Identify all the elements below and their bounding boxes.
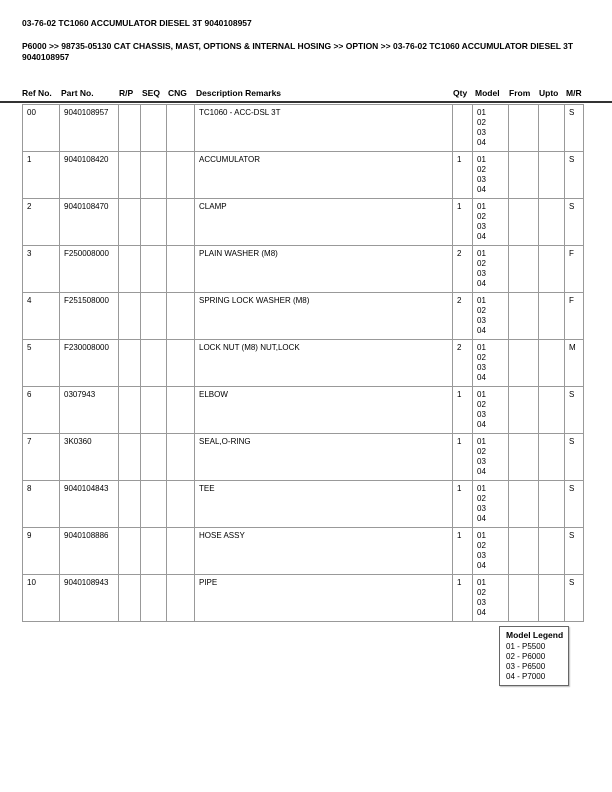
qty-cell: 2: [453, 293, 473, 340]
table-row: [23, 340, 584, 387]
mr-cell: S: [565, 481, 584, 528]
cng-cell: [167, 387, 195, 434]
mr-cell: S: [565, 387, 584, 434]
model-code: 03: [477, 128, 486, 137]
rp-cell: [119, 105, 141, 152]
table-row: [23, 199, 584, 246]
model-code: 01: [477, 108, 486, 117]
description-cell: ELBOW: [195, 387, 453, 434]
header-qty: Qty: [453, 88, 468, 98]
upto-cell: [539, 199, 565, 246]
part-number-cell: 9040108957: [60, 105, 119, 152]
cng-cell: [167, 340, 195, 387]
header-divider: [0, 101, 612, 103]
seq-cell: [141, 434, 167, 481]
model-cell: [473, 340, 509, 387]
rp-cell: [119, 387, 141, 434]
mr-cell: S: [565, 575, 584, 622]
ref-cell: 7: [23, 434, 60, 481]
model-code: 01: [477, 155, 486, 164]
part-number-cell: 9040104843: [60, 481, 119, 528]
model-cell: [473, 105, 509, 152]
upto-cell: [539, 528, 565, 575]
mr-cell: F: [565, 293, 584, 340]
qty-cell: [453, 105, 473, 152]
header-part: Part No.: [61, 88, 94, 98]
model-code: 03: [477, 175, 486, 184]
model-code: 04: [477, 185, 486, 194]
from-cell: [509, 340, 539, 387]
model-code: 02: [477, 259, 486, 268]
table-row: [23, 481, 584, 528]
cng-cell: [167, 293, 195, 340]
model-code: 04: [477, 232, 486, 241]
from-cell: [509, 293, 539, 340]
model-cell: [473, 575, 509, 622]
rp-cell: [119, 152, 141, 199]
model-code: 03: [477, 269, 486, 278]
model-cell: [473, 246, 509, 293]
from-cell: [509, 246, 539, 293]
upto-cell: [539, 340, 565, 387]
legend-item: 01 - P5500: [506, 642, 546, 651]
parts-table: [22, 104, 584, 622]
part-number-cell: 0307943: [60, 387, 119, 434]
model-code: 04: [477, 467, 486, 476]
qty-cell: 2: [453, 246, 473, 293]
model-code: 02: [477, 212, 486, 221]
seq-cell: [141, 152, 167, 199]
description-cell: ACCUMULATOR: [195, 152, 453, 199]
description-cell: TC1060 - ACC-DSL 3T: [195, 105, 453, 152]
model-code: 03: [477, 410, 486, 419]
seq-cell: [141, 528, 167, 575]
seq-cell: [141, 293, 167, 340]
from-cell: [509, 199, 539, 246]
cng-cell: [167, 481, 195, 528]
part-number-cell: 9040108420: [60, 152, 119, 199]
legend-item: 03 - P6500: [506, 662, 546, 671]
from-cell: [509, 575, 539, 622]
part-number-cell: 9040108470: [60, 199, 119, 246]
table-row: [23, 387, 584, 434]
model-code: 03: [477, 504, 486, 513]
qty-cell: 1: [453, 387, 473, 434]
model-code: 02: [477, 400, 486, 409]
from-cell: [509, 528, 539, 575]
upto-cell: [539, 481, 565, 528]
breadcrumb: P6000 >> 98735-05130 CAT CHASSIS, MAST, OPTIONS & INTERNAL HOSING >> OPTION >> 03-76-02 TC1060 ACCUMULATOR DIESEL 3T 9040108957: [22, 41, 574, 62]
model-code: 02: [477, 118, 486, 127]
model-cell: [473, 481, 509, 528]
header-ref: Ref No.: [22, 88, 52, 98]
description-cell: LOCK NUT (M8) NUT,LOCK: [195, 340, 453, 387]
model-code: 04: [477, 326, 486, 335]
header-from: From: [509, 88, 531, 98]
model-cell: [473, 528, 509, 575]
table-row: [23, 105, 584, 152]
model-code: 04: [477, 138, 486, 147]
rp-cell: [119, 528, 141, 575]
model-code: 04: [477, 608, 486, 617]
model-code: 01: [477, 578, 486, 587]
header-seq: SEQ: [142, 88, 160, 98]
table-row: [23, 575, 584, 622]
table-row: [23, 528, 584, 575]
from-cell: [509, 105, 539, 152]
upto-cell: [539, 434, 565, 481]
rp-cell: [119, 434, 141, 481]
model-code: 04: [477, 279, 486, 288]
rp-cell: [119, 340, 141, 387]
cng-cell: [167, 575, 195, 622]
model-code: 02: [477, 588, 486, 597]
seq-cell: [141, 340, 167, 387]
part-number-cell: 9040108886: [60, 528, 119, 575]
description-cell: SPRING LOCK WASHER (M8): [195, 293, 453, 340]
qty-cell: 1: [453, 528, 473, 575]
mr-cell: S: [565, 199, 584, 246]
model-cell: [473, 434, 509, 481]
header-rp: R/P: [119, 88, 134, 98]
table-row: [23, 152, 584, 199]
model-cell: [473, 293, 509, 340]
seq-cell: [141, 387, 167, 434]
ref-cell: 8: [23, 481, 60, 528]
from-cell: [509, 152, 539, 199]
model-cell: [473, 387, 509, 434]
upto-cell: [539, 575, 565, 622]
model-code: 02: [477, 541, 486, 550]
model-code: 02: [477, 306, 486, 315]
ref-cell: 1: [23, 152, 60, 199]
header-model: Model: [475, 88, 500, 98]
model-code: 01: [477, 390, 486, 399]
seq-cell: [141, 105, 167, 152]
mr-cell: M: [565, 340, 584, 387]
model-code: 03: [477, 316, 486, 325]
part-number-cell: F251508000: [60, 293, 119, 340]
description-cell: PLAIN WASHER (M8): [195, 246, 453, 293]
ref-cell: 00: [23, 105, 60, 152]
part-number-cell: 9040108943: [60, 575, 119, 622]
page-title: 03-76-02 TC1060 ACCUMULATOR DIESEL 3T 9040108957: [22, 18, 252, 28]
upto-cell: [539, 246, 565, 293]
cng-cell: [167, 528, 195, 575]
qty-cell: 1: [453, 199, 473, 246]
mr-cell: S: [565, 528, 584, 575]
description-cell: TEE: [195, 481, 453, 528]
from-cell: [509, 387, 539, 434]
ref-cell: 5: [23, 340, 60, 387]
rp-cell: [119, 293, 141, 340]
table-row: [23, 434, 584, 481]
qty-cell: 1: [453, 152, 473, 199]
header-desc: Description Remarks: [196, 88, 282, 98]
model-code: 01: [477, 484, 486, 493]
header-upto: Upto: [539, 88, 559, 98]
mr-cell: F: [565, 246, 584, 293]
ref-cell: 6: [23, 387, 60, 434]
seq-cell: [141, 246, 167, 293]
model-code: 03: [477, 551, 486, 560]
model-code: 04: [477, 561, 486, 570]
description-cell: PIPE: [195, 575, 453, 622]
model-code: 03: [477, 457, 486, 466]
legend-title: Model Legend: [506, 630, 564, 640]
table-row: [23, 246, 584, 293]
rp-cell: [119, 575, 141, 622]
mr-cell: S: [565, 434, 584, 481]
qty-cell: 1: [453, 434, 473, 481]
ref-cell: 9: [23, 528, 60, 575]
mr-cell: S: [565, 105, 584, 152]
model-legend: [499, 626, 569, 686]
model-code: 01: [477, 296, 486, 305]
model-code: 02: [477, 353, 486, 362]
model-code: 04: [477, 420, 486, 429]
from-cell: [509, 481, 539, 528]
model-code: 01: [477, 437, 486, 446]
ref-cell: 2: [23, 199, 60, 246]
cng-cell: [167, 105, 195, 152]
qty-cell: 2: [453, 340, 473, 387]
model-cell: [473, 152, 509, 199]
qty-cell: 1: [453, 575, 473, 622]
model-code: 04: [477, 514, 486, 523]
model-code: 01: [477, 531, 486, 540]
part-number-cell: 3K0360: [60, 434, 119, 481]
header-mr: M/R: [566, 88, 582, 98]
cng-cell: [167, 199, 195, 246]
description-cell: CLAMP: [195, 199, 453, 246]
seq-cell: [141, 575, 167, 622]
part-number-cell: F250008000: [60, 246, 119, 293]
model-code: 03: [477, 363, 486, 372]
ref-cell: 10: [23, 575, 60, 622]
model-code: 02: [477, 447, 486, 456]
model-code: 01: [477, 249, 486, 258]
upto-cell: [539, 105, 565, 152]
model-code: 01: [477, 343, 486, 352]
header-cng: CNG: [168, 88, 187, 98]
qty-cell: 1: [453, 481, 473, 528]
upto-cell: [539, 152, 565, 199]
model-code: 03: [477, 598, 486, 607]
upto-cell: [539, 293, 565, 340]
upto-cell: [539, 387, 565, 434]
ref-cell: 4: [23, 293, 60, 340]
legend-item: 04 - P7000: [506, 672, 546, 681]
legend-item: 02 - P6000: [506, 652, 546, 661]
from-cell: [509, 434, 539, 481]
description-cell: SEAL,O-RING: [195, 434, 453, 481]
model-code: 02: [477, 165, 486, 174]
seq-cell: [141, 199, 167, 246]
model-code: 02: [477, 494, 486, 503]
rp-cell: [119, 481, 141, 528]
table-row: [23, 293, 584, 340]
rp-cell: [119, 199, 141, 246]
model-cell: [473, 199, 509, 246]
cng-cell: [167, 434, 195, 481]
cng-cell: [167, 246, 195, 293]
ref-cell: 3: [23, 246, 60, 293]
model-code: 03: [477, 222, 486, 231]
seq-cell: [141, 481, 167, 528]
cng-cell: [167, 152, 195, 199]
model-code: 01: [477, 202, 486, 211]
part-number-cell: F230008000: [60, 340, 119, 387]
model-code: 04: [477, 373, 486, 382]
rp-cell: [119, 246, 141, 293]
mr-cell: S: [565, 152, 584, 199]
description-cell: HOSE ASSY: [195, 528, 453, 575]
